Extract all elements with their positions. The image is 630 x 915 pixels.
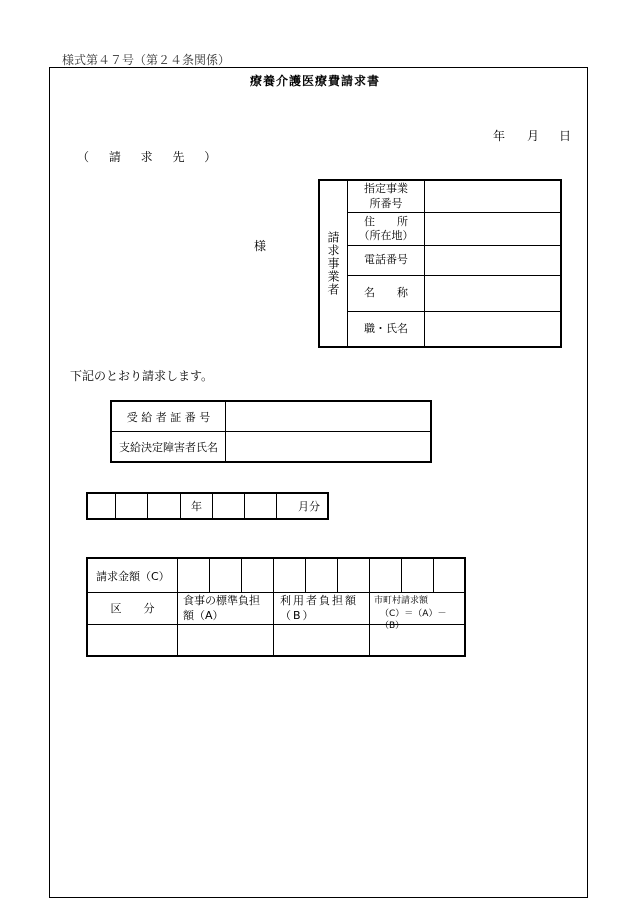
billing-period-table [86, 492, 329, 520]
digit-divider [401, 559, 402, 592]
certificate-number-row [112, 402, 430, 431]
digit-divider [337, 559, 338, 592]
date-month-label: 月 [527, 129, 540, 143]
address-label-1: 住 所 [364, 214, 408, 228]
month-digit-cell-1[interactable] [213, 494, 245, 518]
phone-label: 電話番号 [364, 253, 408, 267]
era-digit-cell-2[interactable] [116, 494, 148, 518]
claimant-table [318, 179, 562, 348]
digit-divider [209, 559, 210, 592]
claimant-section-label: 請求事業者 [320, 181, 348, 346]
date-day-label: 日 [559, 129, 572, 143]
year-digit-cell-1[interactable] [148, 494, 181, 518]
billing-amount-label: 請求金額（C） [96, 570, 170, 583]
digit-divider [305, 559, 306, 592]
address-label-2: （所在地） [358, 229, 414, 242]
claimant-row-representative [348, 312, 560, 346]
recipient-name-row [112, 431, 430, 462]
digit-divider [241, 559, 242, 592]
recipient-honorific: 様 [254, 239, 267, 253]
office-number-label-1: 指定事業 [364, 182, 408, 196]
recipient-label: （ 請 求 先 ） [77, 150, 225, 164]
user-burden-amount-field[interactable] [274, 625, 369, 655]
notice-text: 下記のとおり請求します。 [70, 369, 214, 383]
date-year-label: 年 [493, 129, 506, 143]
certificate-number-field[interactable] [226, 402, 430, 431]
month-digit-cell-2[interactable] [245, 494, 277, 518]
company-name-label: 名 称 [364, 286, 408, 300]
claimant-row-address [348, 213, 560, 246]
claimant-row-phone [348, 246, 560, 276]
certificate-number-label: 受 給 者 証 番 号 [112, 402, 226, 431]
representative-field[interactable] [425, 312, 560, 346]
row-divider [88, 592, 464, 593]
claimant-row-name [348, 276, 560, 312]
form-title: 療養介護医療費請求書 [249, 74, 380, 88]
representative-label: 職・氏名 [364, 321, 408, 335]
address-field[interactable] [425, 213, 560, 245]
company-name-field[interactable] [425, 276, 560, 311]
era-digit-cell-1[interactable] [88, 494, 116, 518]
form-code: 様式第４７号（第２４条関係） [62, 53, 231, 67]
office-number-field[interactable] [425, 181, 560, 212]
claimant-row-office-number [348, 181, 560, 213]
digit-divider [433, 559, 434, 592]
period-year-label: 年 [191, 500, 202, 513]
recipient-name-field[interactable] [226, 432, 430, 462]
category-label: 区 分 [110, 602, 155, 615]
billing-amount-table [86, 557, 466, 657]
standard-meal-amount-field[interactable] [178, 625, 273, 655]
office-number-label-2: 所番号 [369, 196, 403, 210]
user-burden-label: 利用者負担額 （B） [280, 594, 358, 622]
recipient-name-label: 支給決定障害者氏名 [112, 432, 226, 462]
certificate-table [110, 400, 432, 463]
period-month-label: 月分 [298, 500, 320, 513]
municipal-claim-amount-field[interactable] [370, 625, 464, 655]
phone-field[interactable] [425, 246, 560, 275]
municipal-claim-label: 市町村請求額 （C）＝（A）－（B） [374, 596, 447, 632]
standard-meal-label: 食事の標準負担 額（A） [183, 594, 260, 622]
